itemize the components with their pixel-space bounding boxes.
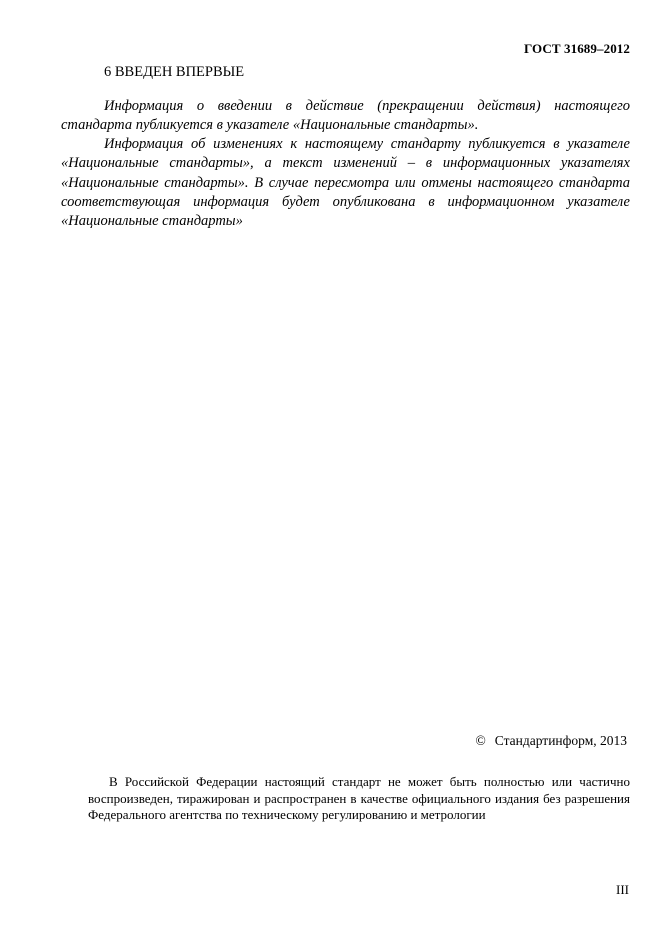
reproduction-notice-text: В Российской Федерации настоящий стандарт не может быть полностью или частично воспроизведен, тиражирован и распространен в качестве официального издания без разрешения Федерального агентства по техническому регулированию и метрологии [88, 774, 630, 822]
info-paragraph-2: Информация об изменениях к настоящему стандарту публикуется в указателе «Национальные стандарты», а текст изменений – в информационных указателях «Национальные стандарты». В случае пересмотра или отмены настоящего стандарта соответствующая информация будет опубликована в информационном указателе «Национальные стандарты» [61, 136, 630, 230]
copyright-symbol: © [475, 733, 486, 748]
info-block-introduction [61, 97, 630, 136]
copyright-text: Стандартинформ, 2013 [494, 733, 627, 748]
reproduction-notice [88, 774, 630, 824]
copyright-line [476, 733, 628, 749]
document-code: ГОСТ 31689–2012 [523, 41, 630, 56]
info-block-changes [61, 135, 630, 231]
info-paragraph-1: Информация о введении в действие (прекращении действия) настоящего стандарта публикуется в указателе «Национальные стандарты». [61, 98, 630, 134]
page-number: III [616, 882, 629, 897]
introduction-item: 6 ВВЕДЕН ВПЕРВЫЕ [104, 64, 245, 80]
